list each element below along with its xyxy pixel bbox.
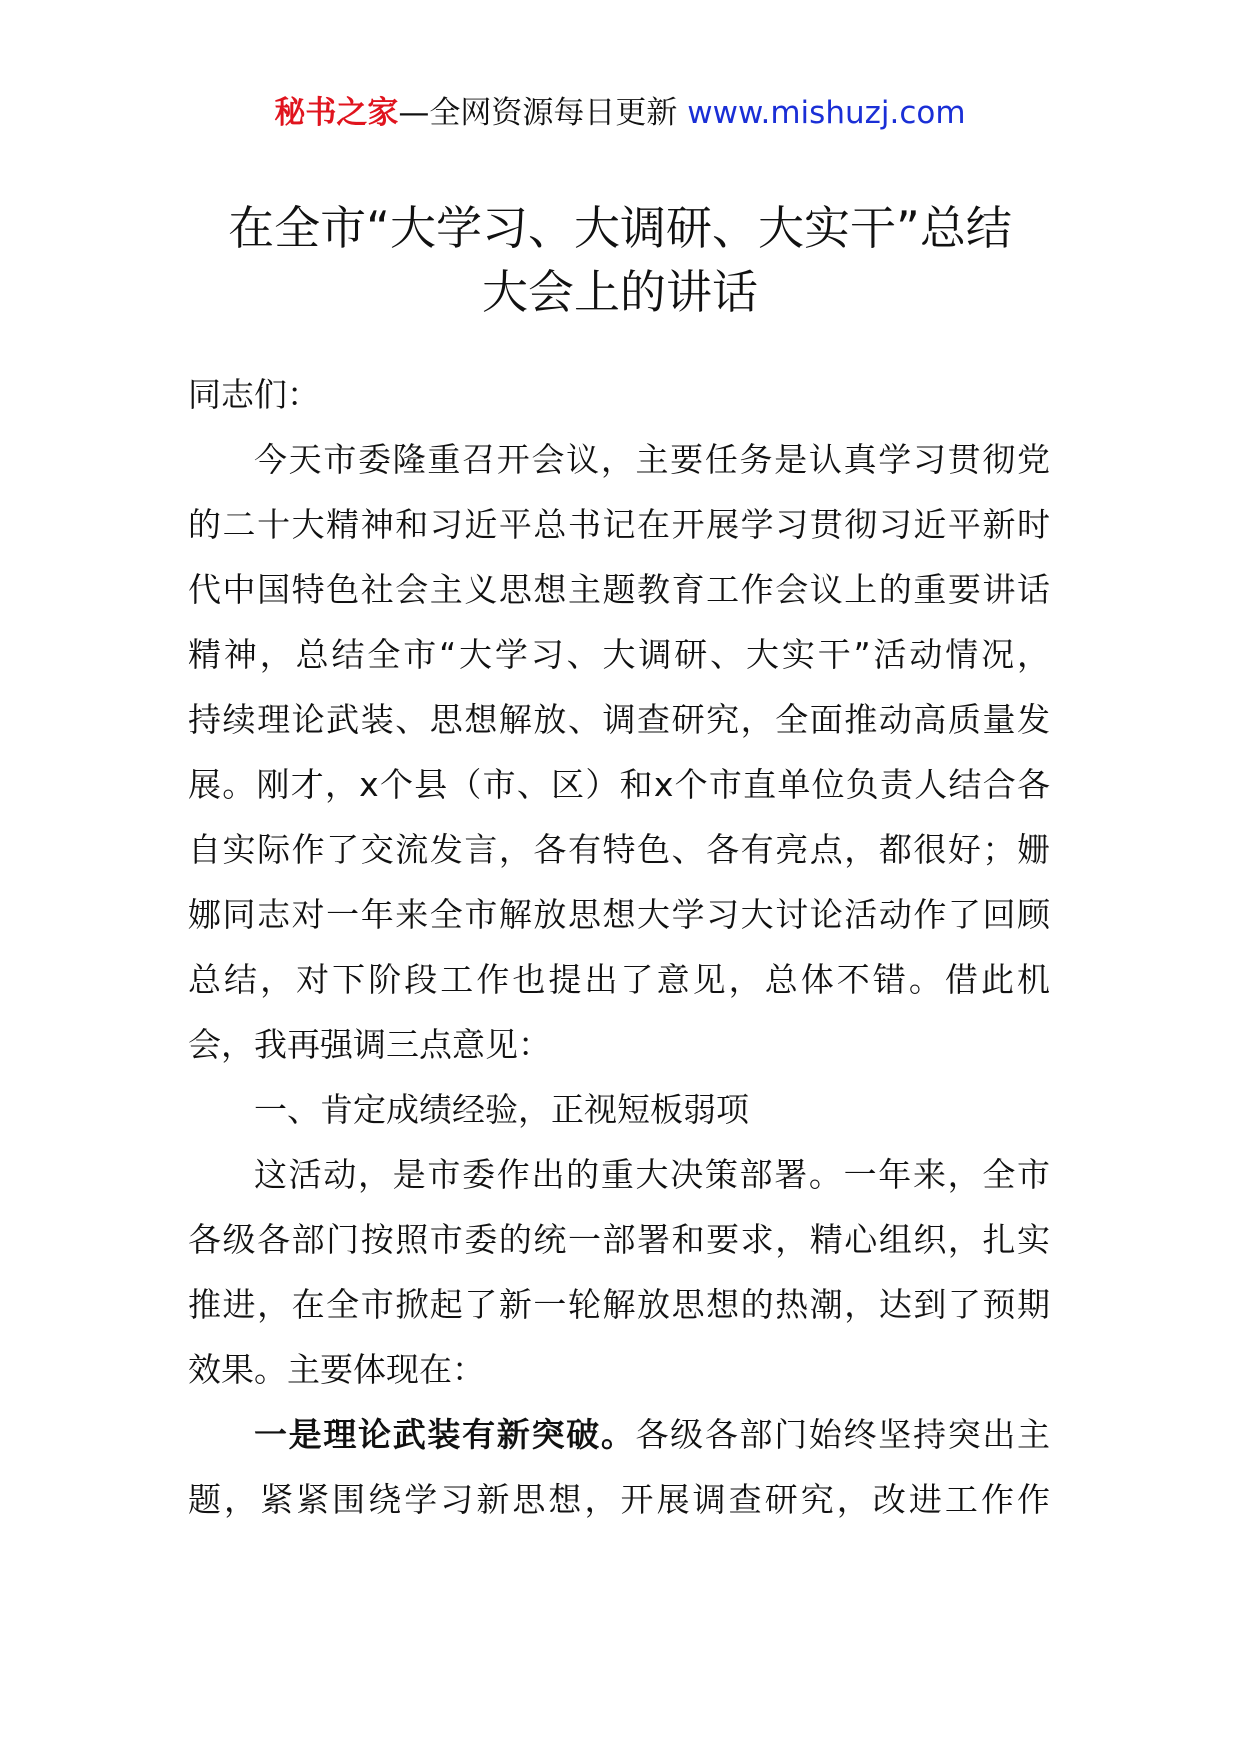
point-one-text: 各级各部门始终坚持突出主: [635, 1415, 1051, 1454]
paragraph-opening: [188, 427, 1050, 1077]
site-url-link[interactable]: www.mishuzj.com: [687, 95, 966, 131]
site-tagline: —全网资源每日更新: [398, 95, 678, 131]
text-line: 各级各部门按照市委的统一部署和要求，精心组织，扎实: [188, 1220, 1050, 1259]
document-title: [160, 196, 1080, 324]
text-line: 自实际作了交流发言，各有特色、各有亮点，都很好；姗: [188, 830, 1050, 869]
text-line: 这活动，是市委作出的重大决策部署。一年来，全市: [254, 1155, 1050, 1194]
document-body: [188, 362, 1050, 1532]
text-line: 效果。主要体现在：: [188, 1350, 485, 1389]
text-line: 的二十大精神和习近平总书记在开展学习贯彻习近平新时: [188, 505, 1050, 544]
site-header: [0, 92, 1240, 134]
text-line: 精神，总结全市“大学习、大调研、大实干”活动情况，: [188, 635, 1050, 674]
text-line: 展。刚才，x个县（市、区）和x个市直单位负责人结合各: [188, 765, 1050, 804]
text-line: 今天市委隆重召开会议，主要任务是认真学习贯彻党: [254, 440, 1050, 479]
point-one-lead: 一是理论武装有新突破。: [254, 1415, 636, 1454]
site-brand: 秘书之家: [274, 95, 399, 131]
salutation: 同志们：: [188, 375, 320, 414]
text-line: 持续理论武装、思想解放、调查研究，全面推动高质量发: [188, 700, 1050, 739]
paragraph-point-one: [188, 1402, 1050, 1532]
document-title-line-2: 大会上的讲话: [482, 265, 758, 319]
text-line: [188, 1402, 1050, 1467]
text-line: 题，紧紧围绕学习新思想，开展调查研究，改进工作作: [188, 1480, 1050, 1519]
text-line: 推进，在全市掀起了新一轮解放思想的热潮，达到了预期: [188, 1285, 1050, 1324]
paragraph-achievements: [188, 1142, 1050, 1402]
document-title-line-1: 在全市“大学习、大调研、大实干”总结: [228, 201, 1012, 255]
text-line: 代中国特色社会主义思想主题教育工作会议上的重要讲话: [188, 570, 1050, 609]
text-line: 会，我再强调三点意见：: [188, 1025, 551, 1064]
text-line: 总结，对下阶段工作也提出了意见，总体不错。借此机: [188, 960, 1050, 999]
text-line: 娜同志对一年来全市解放思想大学习大讨论活动作了回顾: [188, 895, 1050, 934]
section-heading-1: 一、肯定成绩经验，正视短板弱项: [254, 1090, 749, 1129]
